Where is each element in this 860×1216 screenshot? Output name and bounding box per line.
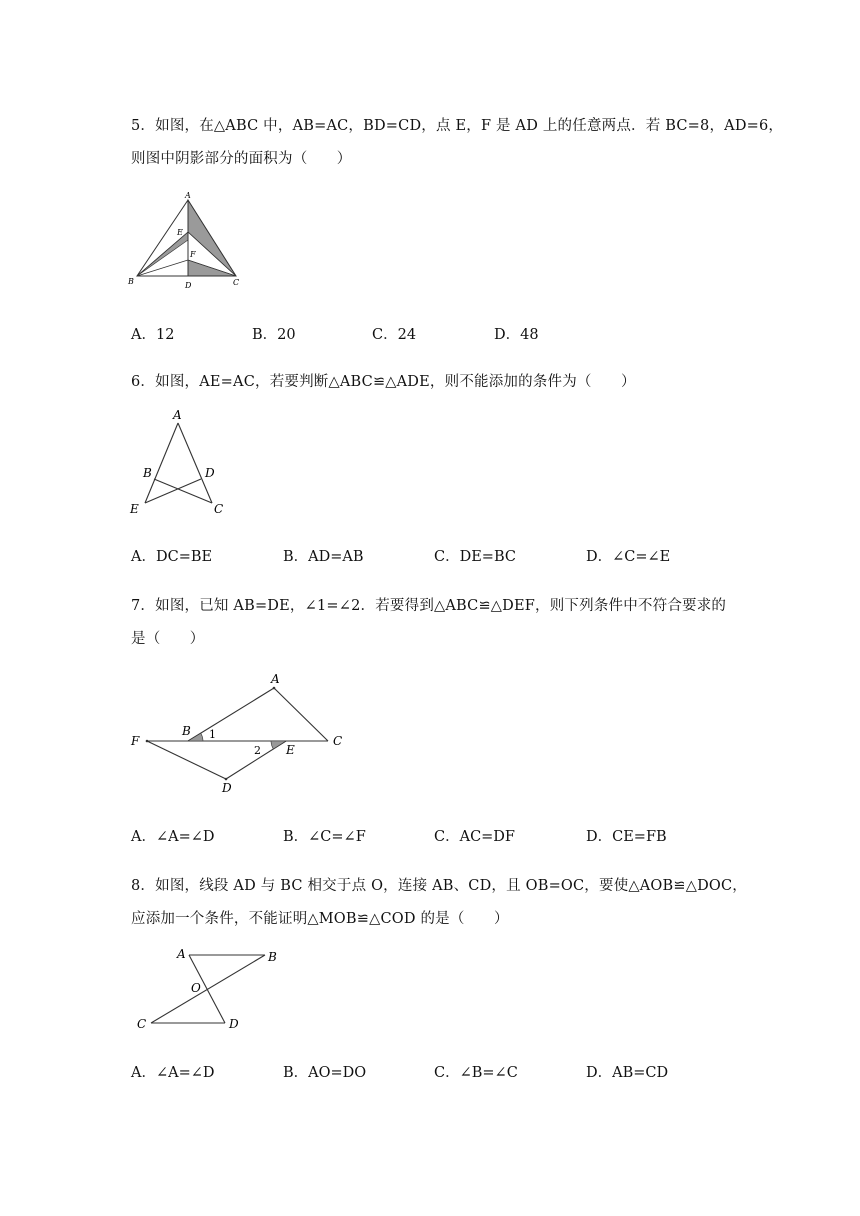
q7-option-b[interactable]: B．∠C=∠F xyxy=(283,829,366,845)
q7-point-d xyxy=(225,778,228,781)
q8-option-c[interactable]: C．∠B=∠C xyxy=(434,1065,518,1081)
q5-figure xyxy=(125,190,255,290)
q6-option-c[interactable]: C．DE=BC xyxy=(434,549,516,565)
q6-text-line1: 6．如图，AE=AC，若要判断△ABC≌△ADE，则不能添加的条件为（ ） xyxy=(131,374,636,390)
q7-figure xyxy=(125,665,355,795)
q5-label-d: D xyxy=(185,281,192,290)
q6-option-b[interactable]: B．AD=AB xyxy=(283,549,364,565)
q6-label-c: C xyxy=(214,502,224,516)
q6-label-b: B xyxy=(143,466,152,480)
q8-option-a[interactable]: A．∠A=∠D xyxy=(131,1065,215,1081)
q7-label-f: F xyxy=(131,734,140,748)
q7-text-line1: 7．如图，已知 AB=DE，∠1=∠2．若要得到△ABC≌△DEF，则下列条件中不符合要求的 xyxy=(131,598,727,614)
q5-text-line1: 5．如图，在△ABC 中，AB=AC，BD=CD，点 E，F 是 AD 上的任意两点．若 BC=8，AD=6， xyxy=(131,118,784,134)
q6-label-a: A xyxy=(173,408,182,422)
q8-text-line1: 8．如图，线段 AD 与 BC 相交于点 O，连接 AB、CD，且 OB=OC，要使△AOB≌△DOC， xyxy=(131,878,747,894)
q7-option-a[interactable]: A．∠A=∠D xyxy=(131,829,215,845)
q5-text-line2: 则图中阴影部分的面积为（ ） xyxy=(131,151,352,167)
q5-option-d[interactable]: D．48 xyxy=(494,327,539,343)
q8-text-line2: 应添加一个条件，不能证明△MOB≌△COD 的是（ ） xyxy=(131,911,509,927)
q7-segment-ac xyxy=(274,688,328,741)
q5-label-c: C xyxy=(233,278,240,287)
q7-option-d[interactable]: D．CE=FB xyxy=(586,829,667,845)
q7-label-b: B xyxy=(182,724,191,738)
q8-option-b[interactable]: B．AO=DO xyxy=(283,1065,367,1081)
q8-figure xyxy=(125,940,290,1040)
q6-option-d[interactable]: D．∠C=∠E xyxy=(586,549,671,565)
q8-label-c: C xyxy=(137,1017,147,1031)
q8-option-d[interactable]: D．AB=CD xyxy=(586,1065,669,1081)
q7-label-a: A xyxy=(271,672,280,686)
q7-text-line2: 是（ ） xyxy=(131,631,205,647)
q5-label-a: A xyxy=(185,191,191,200)
q8-segment-bc xyxy=(151,955,265,1023)
q7-label-c: C xyxy=(333,734,343,748)
q5-option-a[interactable]: A．12 xyxy=(131,327,175,343)
q7-label-angle2: 2 xyxy=(254,744,261,757)
q7-point-a xyxy=(273,687,276,690)
q8-label-a: A xyxy=(177,947,186,961)
q5-option-b[interactable]: B．20 xyxy=(252,327,296,343)
q5-label-e: E xyxy=(177,228,183,237)
q5-label-b: B xyxy=(128,277,134,286)
q7-label-d: D xyxy=(222,781,232,795)
q6-option-a[interactable]: A．DC=BE xyxy=(131,549,213,565)
q5-segment-bf xyxy=(137,260,188,276)
q7-label-angle1: 1 xyxy=(209,728,216,741)
q7-angle2-mark xyxy=(271,741,286,749)
q5-label-f: F xyxy=(190,250,196,259)
q7-segment-fd xyxy=(147,741,226,779)
q6-label-d: D xyxy=(205,466,215,480)
q6-figure xyxy=(125,405,235,520)
q7-option-c[interactable]: C．AC=DF xyxy=(434,829,515,845)
q8-label-o: O xyxy=(191,981,201,995)
q6-label-e: E xyxy=(130,502,139,516)
q8-label-b: B xyxy=(268,950,277,964)
q7-point-f xyxy=(146,740,149,743)
q5-option-c[interactable]: C．24 xyxy=(372,327,417,343)
q8-label-d: D xyxy=(229,1017,239,1031)
q7-label-e: E xyxy=(286,743,295,757)
